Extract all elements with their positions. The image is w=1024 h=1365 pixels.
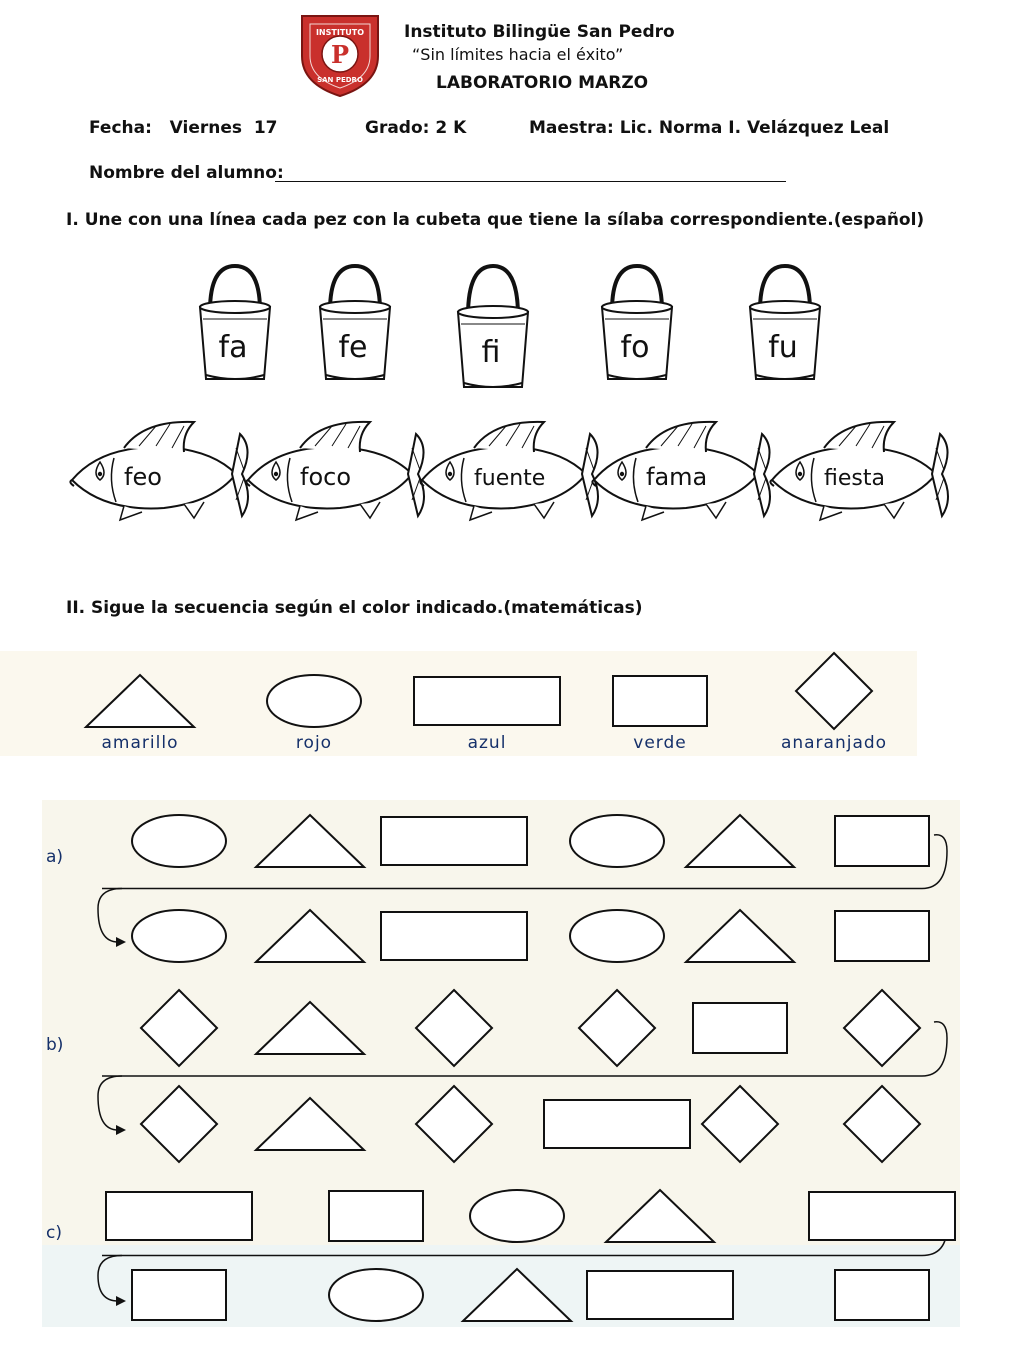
fish-word: foco [300, 463, 352, 491]
sequence-shape-diamond[interactable] [416, 1086, 492, 1162]
sequence-shape-square[interactable] [693, 1003, 787, 1053]
sequence-shape-triangle[interactable] [686, 815, 794, 867]
sequence-shape-triangle[interactable] [606, 1190, 714, 1242]
fish-word: fuente [474, 466, 546, 491]
sequence-shape-diamond[interactable] [579, 990, 655, 1066]
bucket-syllable: fi [481, 335, 501, 370]
sequence-area [42, 800, 960, 1327]
grade-field: Grado: 2 K [365, 118, 467, 138]
sequence-label: a) [46, 847, 64, 867]
fish-row [64, 418, 944, 528]
fish-word: fiesta [824, 466, 885, 491]
legend-label: anaranjado [780, 733, 888, 753]
sequence-shape-rect-wide[interactable] [809, 1192, 955, 1240]
sequence-shape-rect-wide[interactable] [381, 817, 527, 865]
legend-shapes [0, 651, 917, 756]
school-motto: “Sin límites hacia el éxito” [412, 45, 624, 64]
sequence-shape-triangle[interactable] [686, 910, 794, 962]
teacher-field: Maestra: Lic. Norma I. Velázquez Leal [529, 118, 890, 138]
bucket-fu[interactable] [750, 266, 820, 379]
sequence-shape-ellipse[interactable] [132, 815, 226, 867]
fish-word: fama [646, 463, 708, 491]
sequence-shape-rect-wide[interactable] [544, 1100, 690, 1148]
fish-fuente[interactable] [420, 422, 598, 520]
legend-ellipse[interactable] [267, 675, 361, 727]
bucket-syllable: fa [218, 330, 248, 365]
legend-label: azul [467, 733, 507, 753]
sequence-shape-ellipse[interactable] [570, 815, 664, 867]
sequence-shape-square[interactable] [835, 911, 929, 961]
sequence-row-2 [46, 1190, 955, 1321]
fish-foco[interactable] [246, 422, 424, 520]
sequence-shape-diamond[interactable] [141, 1086, 217, 1162]
section1-instruction: I. Une con una línea cada pez con la cubeta que tiene la sílaba correspondiente.(español) [66, 210, 925, 230]
sequence-shape-diamond[interactable] [141, 990, 217, 1066]
svg-text:SAN PEDRO: SAN PEDRO [317, 76, 363, 84]
sequence-shape-ellipse[interactable] [329, 1269, 423, 1321]
buckets-drawing [150, 262, 850, 392]
sequence-shape-diamond[interactable] [702, 1086, 778, 1162]
fish-drawing [64, 418, 944, 528]
sequence-shape-rect-wide[interactable] [106, 1192, 252, 1240]
sequence-shape-triangle[interactable] [256, 910, 364, 962]
section2-instruction: II. Sigue la secuencia según el color indicado.(matemáticas) [66, 598, 643, 618]
fish-fama[interactable] [592, 422, 770, 520]
sequence-row-1 [46, 990, 947, 1162]
fish-fiesta[interactable] [770, 422, 948, 520]
fish-feo[interactable] [70, 422, 248, 520]
bucket-syllable: fu [768, 330, 798, 365]
bucket-fe[interactable] [320, 266, 390, 379]
legend-label: verde [633, 733, 687, 753]
svg-text:P: P [330, 40, 350, 69]
sequence-shape-triangle[interactable] [256, 815, 364, 867]
buckets-row [150, 262, 850, 392]
sequence-shape-triangle[interactable] [463, 1269, 571, 1321]
school-logo [298, 10, 382, 98]
fish-word: feo [124, 463, 162, 491]
shield-logo-icon [298, 10, 382, 98]
arrow-head-icon [116, 937, 126, 947]
school-name: Instituto Bilingüe San Pedro [404, 22, 675, 42]
sequence-shape-triangle[interactable] [256, 1098, 364, 1150]
svg-text:INSTITUTO: INSTITUTO [315, 28, 365, 37]
sequence-shape-triangle[interactable] [256, 1002, 364, 1054]
bucket-fa[interactable] [200, 266, 270, 379]
sequence-shape-diamond[interactable] [844, 990, 920, 1066]
color-legend [0, 651, 917, 756]
date-field: Fecha: Viernes 17 [89, 118, 278, 138]
legend-square[interactable] [613, 676, 707, 726]
sequence-shape-diamond[interactable] [844, 1086, 920, 1162]
sequence-path [102, 1022, 947, 1076]
sequence-shape-square[interactable] [835, 816, 929, 866]
bucket-syllable: fo [620, 330, 650, 365]
arrow-head-icon [116, 1125, 126, 1135]
sequence-shape-square[interactable] [329, 1191, 423, 1241]
legend-rect-wide[interactable] [414, 677, 560, 725]
sequence-shape-diamond[interactable] [416, 990, 492, 1066]
student-name-line[interactable] [275, 181, 786, 182]
sequence-shape-ellipse[interactable] [132, 910, 226, 962]
sequence-label: c) [46, 1223, 62, 1243]
sequence-row-0 [46, 815, 947, 962]
bucket-fo[interactable] [602, 266, 672, 379]
arrow-head-icon [116, 1296, 126, 1306]
bucket-syllable: fe [338, 330, 368, 365]
legend-diamond[interactable] [796, 653, 872, 729]
sequence-shape-ellipse[interactable] [570, 910, 664, 962]
lab-title: LABORATORIO MARZO [436, 73, 649, 93]
sequence-shape-square[interactable] [132, 1270, 226, 1320]
sequence-shape-rect-wide[interactable] [381, 912, 527, 960]
sequence-shape-ellipse[interactable] [470, 1190, 564, 1242]
legend-label: amarillo [101, 733, 179, 753]
legend-label: rojo [295, 733, 333, 753]
student-name-label: Nombre del alumno: [89, 163, 284, 183]
bucket-fi[interactable] [458, 266, 528, 387]
legend-triangle[interactable] [86, 675, 194, 727]
sequence-shape-rect-wide[interactable] [587, 1271, 733, 1319]
sequence-shapes [42, 800, 960, 1327]
sequence-shape-square[interactable] [835, 1270, 929, 1320]
sequence-label: b) [46, 1035, 64, 1055]
